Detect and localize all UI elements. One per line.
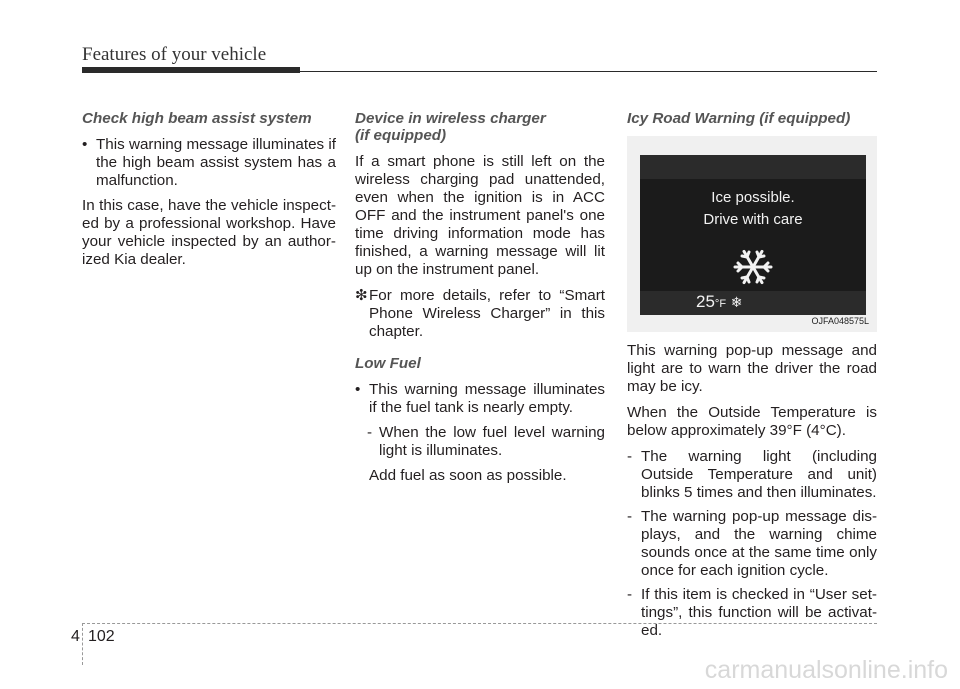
temp-value: 25 xyxy=(696,292,715,311)
bullet-dot: • xyxy=(82,136,88,153)
bullet-item xyxy=(82,136,336,190)
temp-unit: °F xyxy=(714,298,727,310)
small-snowflake-icon: ❄ xyxy=(730,294,743,310)
display-screen xyxy=(640,155,866,315)
bullet-text: This warning message illuminates if the fuel tank is nearly empty. xyxy=(369,381,605,416)
dash-item xyxy=(627,508,877,580)
page-number: 102 xyxy=(88,628,115,645)
page-header-title: Features of your vehicle xyxy=(82,44,267,65)
section-heading-high-beam: Check high beam assist system xyxy=(82,110,312,127)
paragraph: When the Outside Temperature is below approximately 39°F (4°C). xyxy=(627,404,877,439)
header-bar xyxy=(82,67,300,73)
section-heading-wireless-charger xyxy=(355,110,605,144)
dash-text: If this item is checked in “User set-tings”, this function will be activat-ed. xyxy=(641,586,877,639)
note-text: For more details, refer to “Smart Phone Wireless Charger” in this chapter. xyxy=(369,287,605,340)
bullet-dot: • xyxy=(355,381,361,398)
watermark: carmanualsonline.info xyxy=(704,656,948,684)
column-3 xyxy=(627,110,877,646)
section-heading-icy-road: Icy Road Warning (if equipped) xyxy=(627,110,851,127)
note-icon: ❇ xyxy=(355,287,368,304)
chapter-number: 4 xyxy=(71,628,80,645)
column-2 xyxy=(355,110,605,493)
note-item xyxy=(355,287,605,341)
screen-top-band xyxy=(640,155,866,179)
section-heading-low-fuel: Low Fuel xyxy=(355,355,421,372)
paragraph: If a smart phone is still left on the wireless charging pad unattended, even when the ignition is in ACC OFF and the instrument panel's one time driving information mode has finished, a warning message will lit up on the instrument panel. xyxy=(355,153,605,278)
dash-mark: - xyxy=(627,448,633,465)
bullet-text: This warning message illuminates if the high beam assist system has a malfunction. xyxy=(96,136,336,189)
paragraph: Add fuel as soon as possible. xyxy=(369,467,567,484)
header-rule xyxy=(300,71,877,72)
sub-item xyxy=(367,424,605,460)
message-line-2: Drive with care xyxy=(703,211,803,228)
cluster-display-figure xyxy=(627,136,877,332)
dash-text: The warning pop-up message dis-plays, and the warning chime sounds once at the same time only once for each ignition cycle. xyxy=(641,508,877,579)
heading-line-2: (if equipped) xyxy=(355,127,447,144)
bullet-item xyxy=(355,381,605,417)
dash-item xyxy=(627,586,877,640)
paragraph: In this case, have the vehicle inspect-ed by a professional workshop. Have your vehicle inspected by an author-ized Kia dealer. xyxy=(82,197,336,268)
sub-text: When the low fuel level warning light is illuminates. xyxy=(379,424,605,459)
paragraph: This warning pop-up message and light are to warn the driver the road may be icy. xyxy=(627,342,877,395)
message-line-1: Ice possible. xyxy=(711,189,795,206)
figure-code: OJFA048575L xyxy=(811,316,869,326)
dash-text: The warning light (including Outside Temperature and unit) blinks 5 times and then illuminates. xyxy=(641,448,877,501)
footer-divider xyxy=(82,623,83,665)
dash-mark: - xyxy=(627,586,633,603)
dash-mark: - xyxy=(627,508,633,525)
display-message xyxy=(640,187,866,231)
outside-temperature xyxy=(696,293,743,313)
footer-rule xyxy=(82,623,877,624)
heading-line-1: Device in wireless charger xyxy=(355,110,546,127)
dash-mark: - xyxy=(367,424,373,441)
dash-item xyxy=(627,448,877,502)
snowflake-icon xyxy=(731,245,775,289)
column-1 xyxy=(82,110,336,277)
